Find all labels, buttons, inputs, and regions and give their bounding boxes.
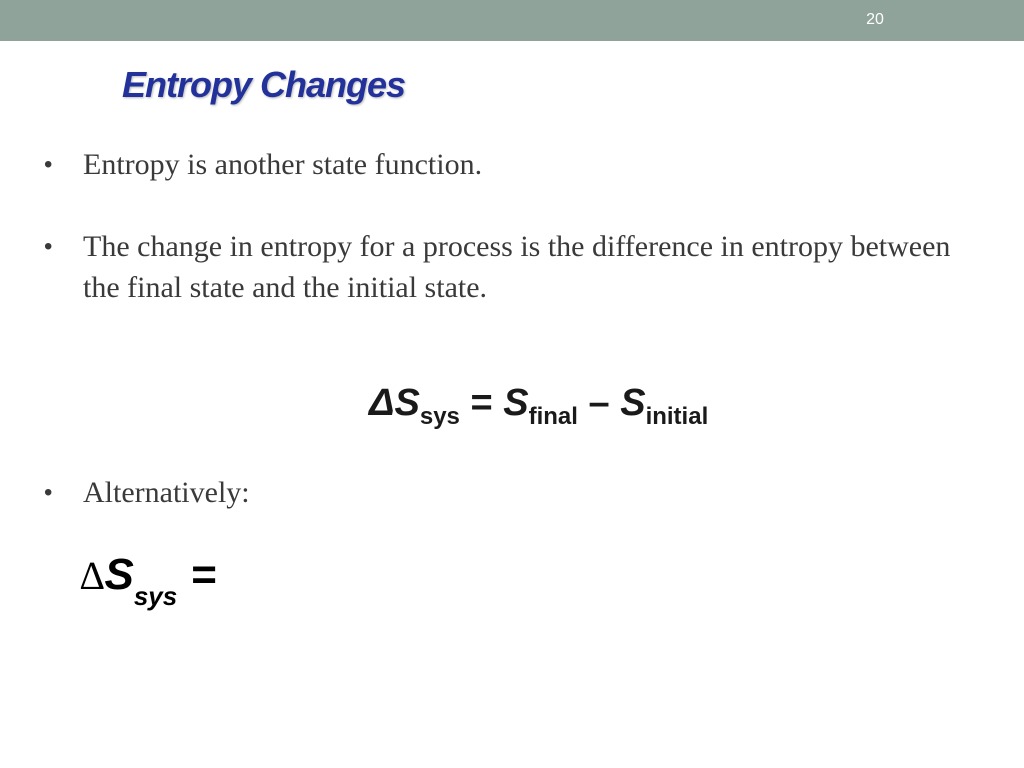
delta-s-symbol: ΔS: [369, 382, 420, 424]
equals-sign: =: [191, 550, 217, 599]
bullet-marker: •: [44, 151, 53, 178]
bullet-item: [44, 226, 974, 308]
subscript-initial: initial: [645, 403, 709, 430]
minus-sign: –: [588, 382, 610, 424]
bullet-marker: •: [44, 233, 53, 260]
slide-number: 20: [866, 11, 884, 28]
bullet-marker: •: [44, 479, 53, 506]
slide-title: Entropy Changes: [122, 64, 406, 105]
bullet-text: Alternatively:: [83, 476, 250, 509]
bullet-item: [44, 472, 974, 513]
bullet-text: The change in entropy for a process is the difference in entropy between the final state and the initial state.: [83, 230, 951, 304]
subscript-sys: sys: [133, 581, 178, 611]
bullet-item: [44, 144, 974, 185]
s-symbol: S: [104, 550, 134, 599]
delta-symbol: ∆: [80, 553, 105, 598]
equals-sign: =: [470, 382, 493, 424]
subscript-sys: sys: [419, 403, 460, 430]
alternative-entropy-equation: [80, 550, 217, 612]
bullet-text: Entropy is another state function.: [83, 148, 483, 181]
slide-header-bar: [0, 0, 1024, 41]
entropy-change-equation: [369, 382, 708, 431]
s-initial-symbol: S: [620, 382, 646, 424]
subscript-final: final: [528, 403, 578, 430]
s-final-symbol: S: [503, 382, 529, 424]
